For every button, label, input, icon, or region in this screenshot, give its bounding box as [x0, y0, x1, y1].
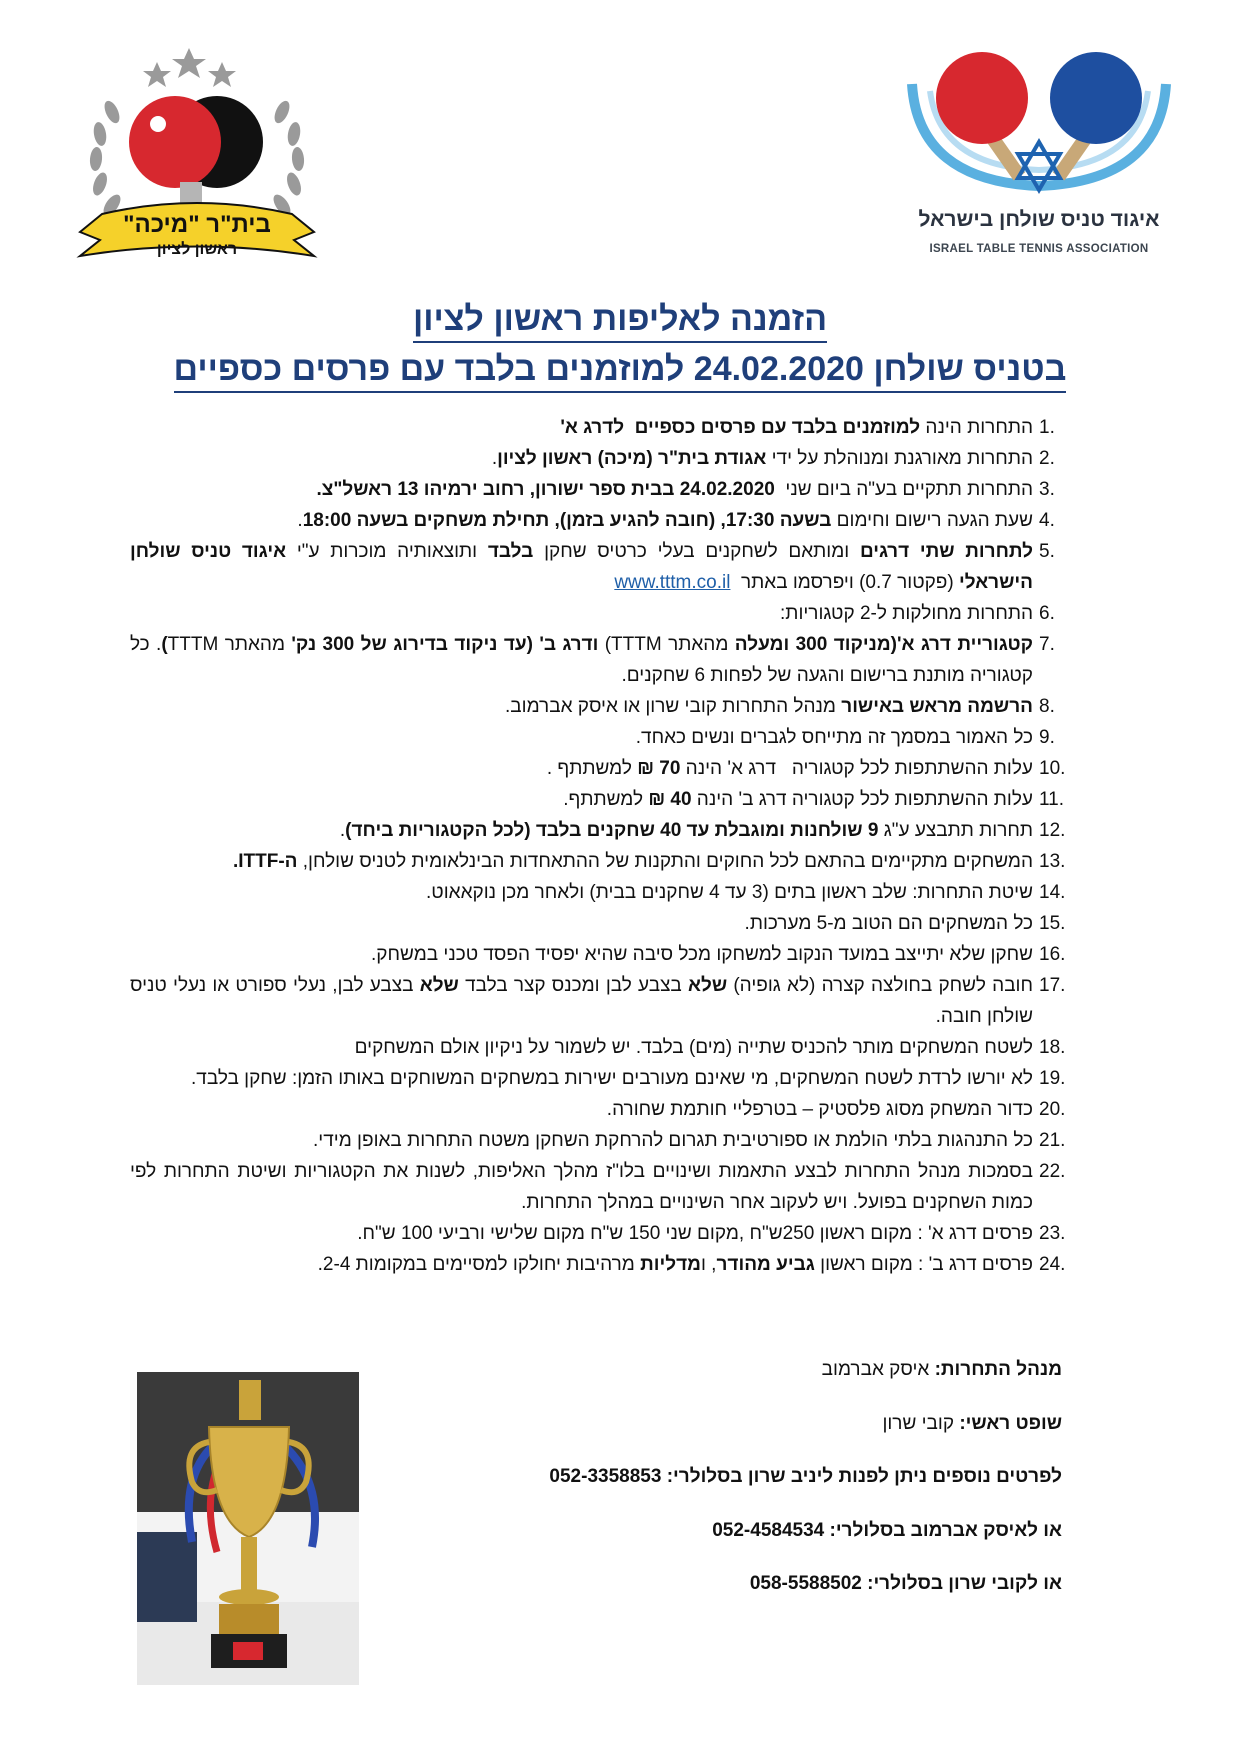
rule-text: שיטת התחרות: שלב ראשון בתים (3 עד 4 שחקנים בבית) ולאחר מכן נוקאאוט.: [426, 882, 1033, 903]
rule-number: 7.: [1039, 634, 1055, 655]
title-line-2: בטניס שולחן 24.02.2020 למוזמנים בלבד עם פרסים כספיים: [174, 350, 1067, 393]
association-name-hebrew: איגוד טניס שולחן בישראל: [918, 208, 1160, 231]
rule-item: [130, 970, 1084, 1032]
rule-item: [130, 815, 1084, 846]
rule-number: 5.: [1039, 541, 1055, 562]
rules-list: [130, 412, 1084, 1280]
rule-number: 15.: [1039, 913, 1066, 934]
rule-number: 17.: [1039, 975, 1066, 996]
judge-label: שופט ראשי:: [959, 1412, 1062, 1434]
rule-text: התחרות הינה למוזמנים בלבד עם פרסים כספיים לדרג א': [560, 417, 1033, 438]
director-label: מנהל התחרות:: [934, 1359, 1062, 1380]
trophy-photo: [137, 1372, 359, 1685]
page-subtitle: [100, 350, 1140, 389]
info-contact: [420, 1462, 1062, 1516]
rule-item: [130, 691, 1084, 722]
rule-text: קטגוריית דרג א'(מניקוד 300 ומעלה מהאתר TTTM) ודרג ב' (עד ניקוד בדירוג של 300 נק' מהאתר TTTM). כל קטגוריה מותנת ברישום והגעה של לפחות 6 שחקנים.: [130, 634, 1033, 686]
rule-text: כל האמור במסמך זה מתייחס לגברים ונשים כאחד.: [635, 727, 1033, 748]
rule-number: 21.: [1039, 1130, 1066, 1151]
rule-item: [130, 1249, 1084, 1280]
rule-item: [130, 536, 1084, 598]
rule-item: [130, 939, 1084, 970]
rule-text: התחרות מאורגנת ומנוהלת על ידי אגודת בית"ר (מיכה) ראשון לציון.: [491, 448, 1033, 469]
rule-number: 1.: [1039, 417, 1055, 438]
rule-item: [130, 1094, 1084, 1125]
rule-text: בסמכות מנהל התחרות לבצע התאמות ושינויים בלו"ז מהלך האליפות, לשנות את הקטגוריות ושיטת התחרות לפי כמות השחקנים בפועל. ויש לעקוב אחר השינויים במהלך התחרות.: [130, 1161, 1033, 1213]
svg-text:ראשון לציון: ראשון לציון: [156, 241, 238, 258]
paddles-star-icon: [900, 46, 1178, 206]
rule-number: 2.: [1039, 448, 1055, 469]
title-line-1: הזמנה לאליפות ראשון לציון: [413, 300, 827, 343]
rule-item: [130, 877, 1084, 908]
rule-number: 23.: [1039, 1223, 1066, 1244]
rule-number: 3.: [1039, 479, 1055, 500]
rule-number: 22.: [1039, 1161, 1066, 1182]
rule-text: לשטח המשחקים מותר להכניס שתייה (מים) בלבד. יש לשמור על ניקיון אולם המשחקים: [354, 1037, 1033, 1058]
ittf-israel-logo: [900, 46, 1178, 266]
rule-item: [130, 412, 1084, 443]
rule-text: פרסים דרג א' : מקום ראשון 250ש"ח ,מקום שני 150 ש"ח מקום שלישי ורביעי 100 ש"ח.: [357, 1223, 1033, 1244]
tttm-website-link[interactable]: www.tttm.co.il: [614, 572, 731, 593]
rule-item: [130, 1218, 1084, 1249]
rule-number: 8.: [1039, 696, 1055, 717]
rule-text: המשחקים מתקיימים בהתאם לכל החוקים והתקנות של ההתאחדות הבינלאומית לטניס שולחן, ה-ITTF.: [232, 851, 1033, 872]
rule-item: [130, 443, 1084, 474]
isaac-line: או לאיסק אברמוב בסלולרי: 052-4584534: [712, 1519, 1062, 1541]
rule-item: [130, 1156, 1084, 1218]
rule-number: 9.: [1039, 727, 1055, 748]
rule-item: [130, 908, 1084, 939]
rule-text: התחרות מחולקות ל-2 קטגוריות:: [780, 603, 1033, 624]
rule-item: [130, 598, 1084, 629]
kobi-line: או לקובי שרון בסלולרי: 058-5588502: [749, 1573, 1062, 1594]
beitar-micha-logo: [62, 42, 332, 282]
rule-text: פרסים דרג ב' : מקום ראשון גביע מהודר, ומדליות מרהיבות יחולקו למסיימים במקומות 2-4.: [317, 1254, 1033, 1275]
rule-number: 12.: [1039, 820, 1066, 841]
page-title: [100, 300, 1140, 339]
competition-director: [420, 1355, 1062, 1409]
rule-text: תחרות תתבצע ע"ג 9 שולחנות ומוגבלת עד 40 שחקנים בלבד (לכל הקטגוריות ביחד).: [339, 820, 1033, 841]
kobi-contact: [420, 1569, 1062, 1623]
rule-item: [130, 1125, 1084, 1156]
judge-name: קובי שרון: [882, 1412, 955, 1434]
rule-text: לתחרות שתי דרגים ומותאם לשחקנים בעלי כרטיס שחקן בלבד ותוצאותיה מוכרות ע"י איגוד טניס שולחן הישראלי (פקטור 0.7) ויפרסמו באתר www.tttm.co.il: [130, 541, 1034, 593]
rule-text: עלות ההשתתפות לכל קטגוריה דרג א' הינה 70 ₪ למשתתף .: [546, 758, 1033, 779]
isaac-contact: [420, 1516, 1062, 1570]
rule-number: 6.: [1039, 603, 1055, 624]
rule-text: כדור המשחק מסוג פלסטיק – בטרפליי חותמת שחורה.: [606, 1099, 1033, 1120]
rule-number: 24.: [1039, 1254, 1066, 1275]
rule-text: כל המשחקים הם הטוב מ-5 מערכות.: [744, 913, 1033, 934]
rule-number: 18.: [1039, 1037, 1066, 1058]
rule-number: 11.: [1039, 789, 1065, 810]
rule-item: [130, 629, 1084, 691]
rule-text: לא יורשו לרדת לשטח המשחקים, מי שאינם מעורבים ישירות במשחקים המשוחקים באותו הזמן: שחקן בלבד.: [191, 1068, 1033, 1089]
stars-icon: [143, 48, 236, 87]
svg-text:בית"ר "מיכה": בית"ר "מיכה": [123, 211, 271, 238]
rule-number: 4.: [1039, 510, 1055, 531]
rule-text: עלות ההשתתפות לכל קטגוריה דרג ב' הינה 40 ₪ למשתתף.: [563, 789, 1033, 810]
rule-item: [130, 1063, 1084, 1094]
rule-text: התחרות תתקיים בע"ה ביום שני 24.02.2020 בבית ספר ישורון, רחוב ירמיהו 13 ראשל"צ.: [316, 479, 1033, 500]
rule-number: 16.: [1039, 944, 1066, 965]
rule-item: [130, 474, 1084, 505]
association-name-english: ISRAEL TABLE TENNIS ASSOCIATION: [929, 243, 1149, 255]
rule-number: 10.: [1039, 758, 1066, 779]
contacts-block: [420, 1355, 1062, 1623]
rule-item: [130, 753, 1084, 784]
info-line: לפרטים נוספים ניתן לפנות ליניב שרון בסלולרי: 052-3358853: [549, 1466, 1062, 1487]
rule-number: 14.: [1039, 882, 1066, 903]
rule-number: 19.: [1039, 1068, 1066, 1089]
rule-item: [130, 505, 1084, 536]
rule-text: הרשמה מראש באישור מנהל התחרות קובי שרון או איסק אברמוב.: [504, 696, 1033, 717]
rule-item: [130, 784, 1084, 815]
red-paddle-icon: [129, 96, 221, 188]
rule-item: [130, 1032, 1084, 1063]
rule-item: [130, 846, 1084, 877]
rule-text: שעת הגעה רישום וחימום בשעה 17:30, (חובה להגיע בזמן), תחילת משחקים בשעה 18:00.: [297, 510, 1033, 531]
rule-number: 13.: [1039, 851, 1066, 872]
rule-text: כל התנהגות בלתי הולמת או ספורטיבית תגרום להרחקת השחקן משטח התחרות באופן מידי.: [313, 1130, 1033, 1151]
rule-text: שחקן שלא יתייצב במועד הנקוב למשחקו מכל סיבה שהיא יפסיד הפסד טכני במשחק.: [371, 944, 1033, 965]
rule-text: חובה לשחק בחולצה קצרה (לא גופיה) שלא בצבע לבן ומכנס קצר בלבד שלא בצבע לבן, נעלי ספורט או נעלי טניס שולחן חובה.: [130, 975, 1033, 1027]
chief-judge: [420, 1409, 1062, 1463]
director-name: איסק אברמוב: [821, 1359, 930, 1380]
rule-item: [130, 722, 1084, 753]
rule-number: 20.: [1039, 1099, 1066, 1120]
